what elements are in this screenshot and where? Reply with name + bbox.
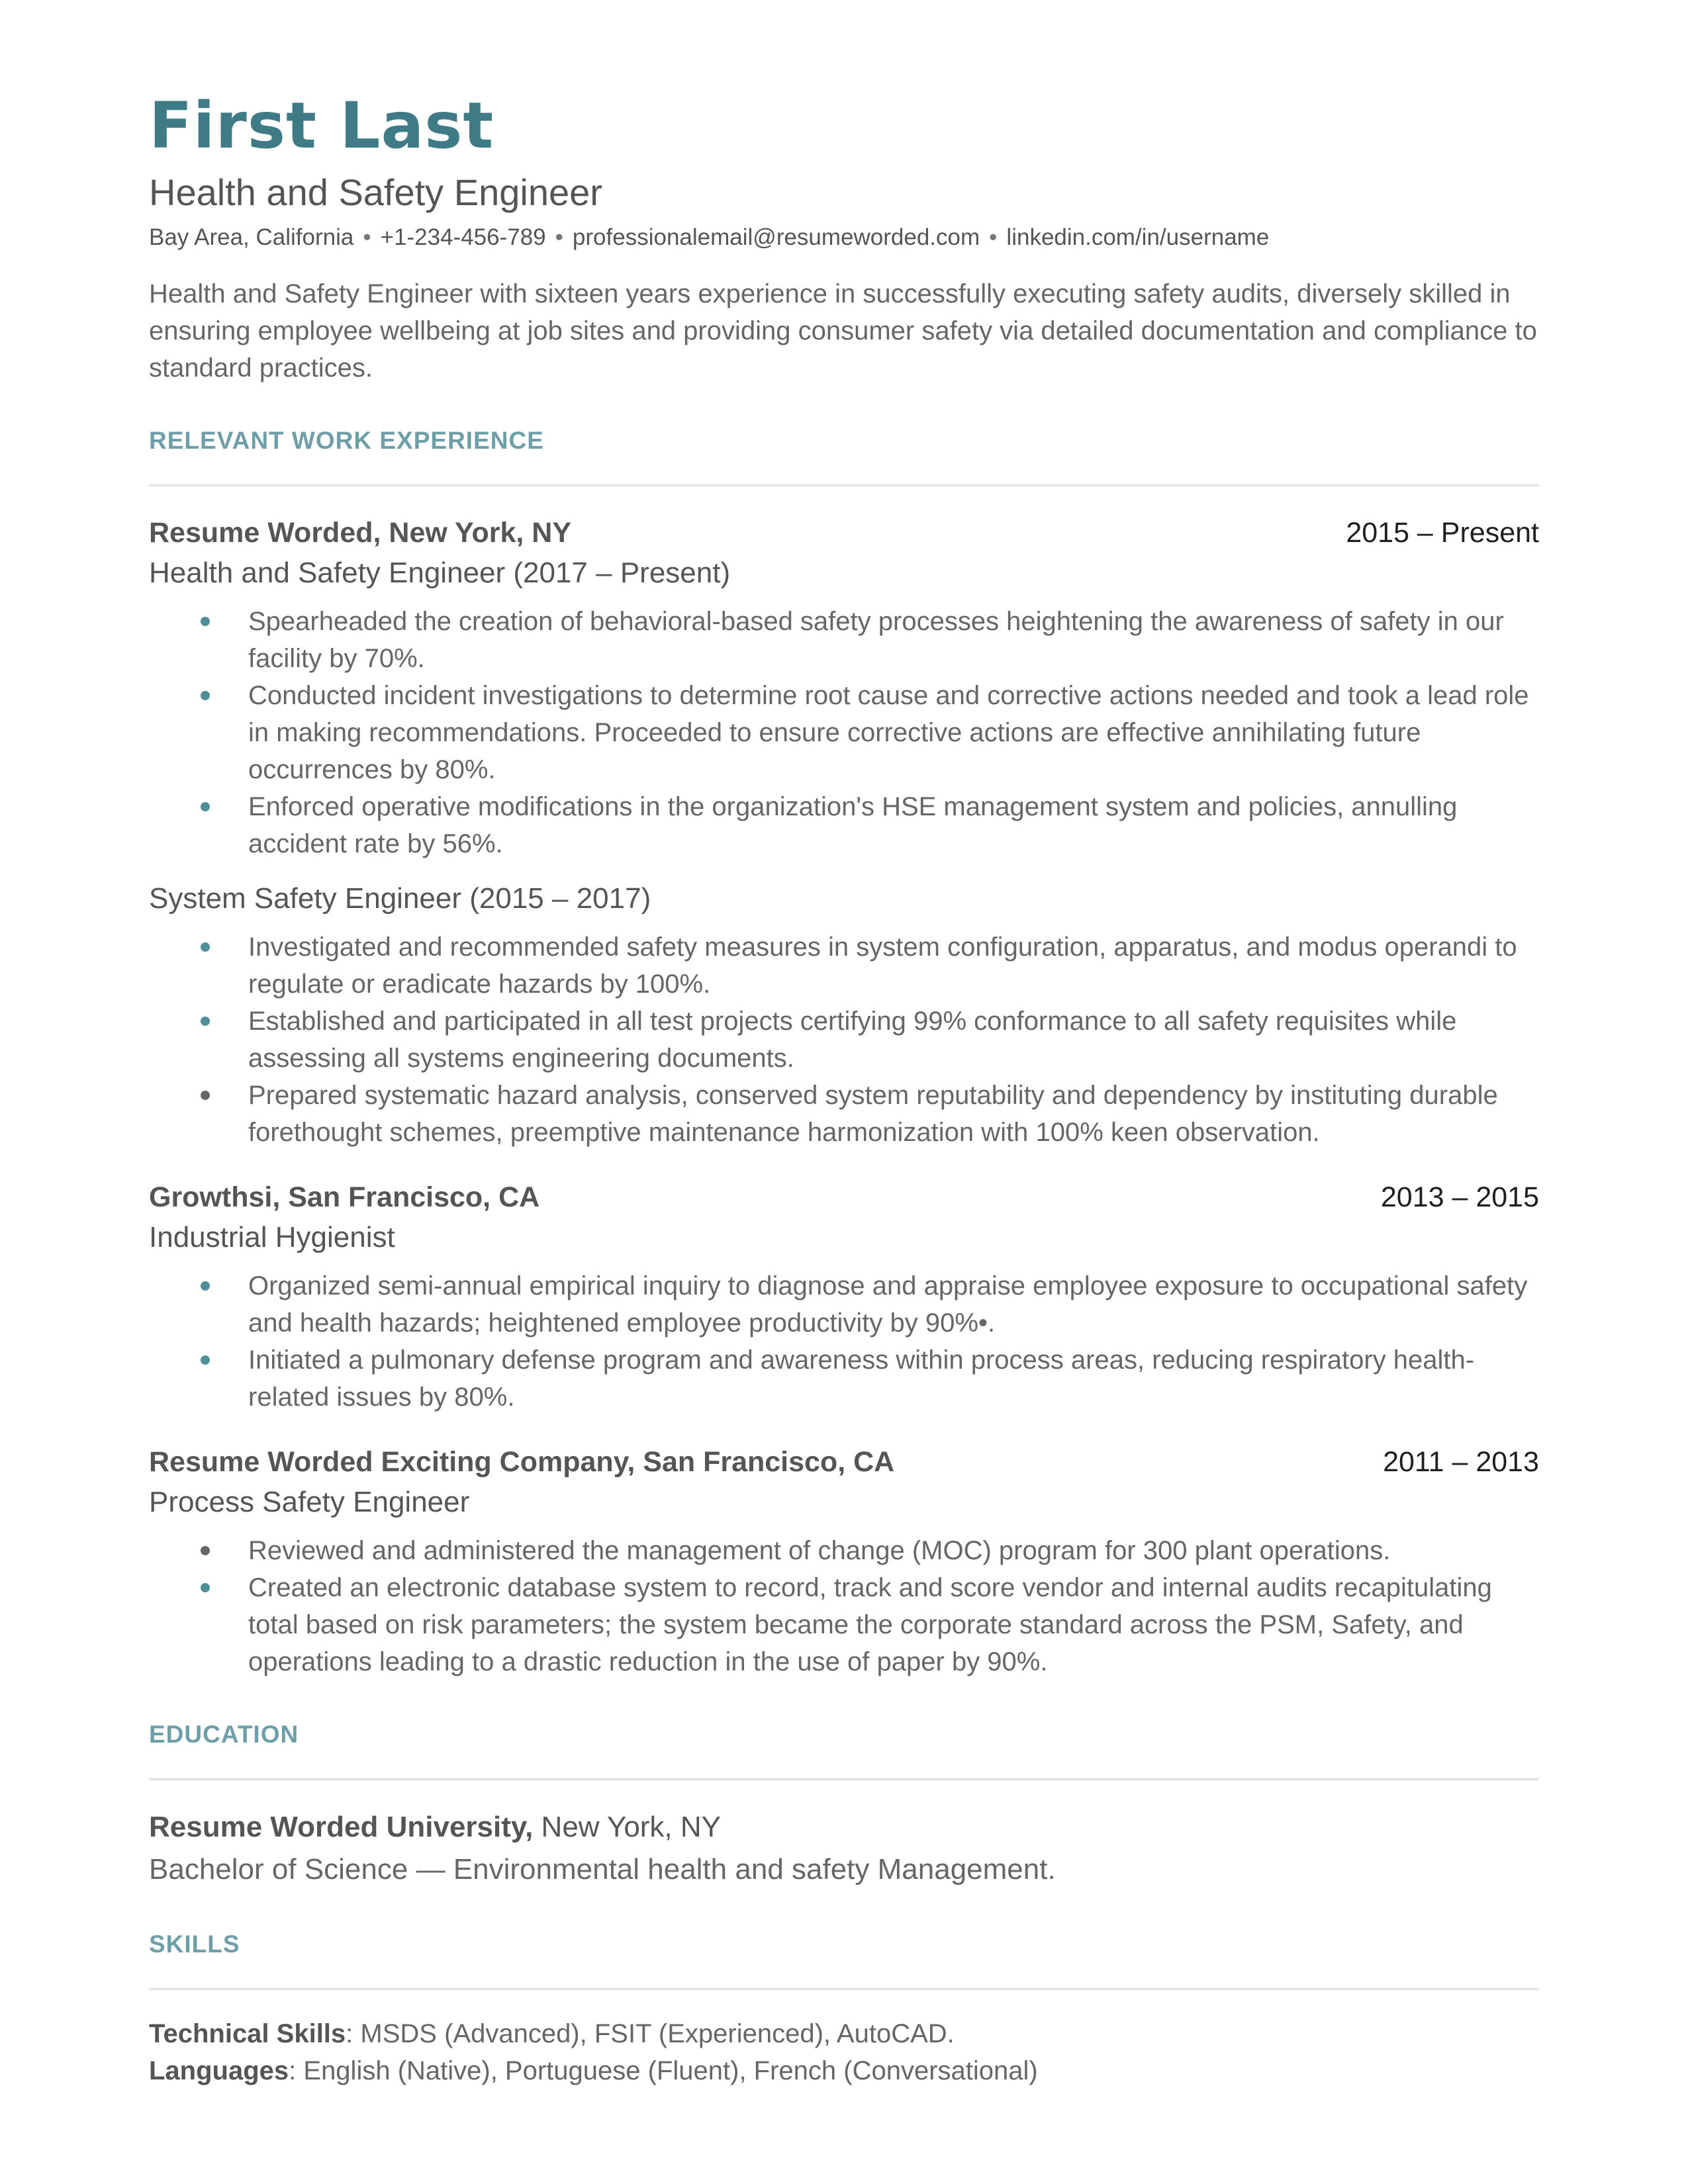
contact-location: Bay Area, California — [149, 224, 354, 250]
bullet-item — [149, 603, 1539, 677]
job-company: Resume Worded, New York, NY — [149, 517, 572, 549]
section-heading-education: EDUCATION — [149, 1721, 299, 1748]
bullet-item — [149, 788, 1539, 862]
job-entry — [149, 513, 1539, 1151]
job-header — [149, 1442, 1539, 1482]
bullet-item — [149, 929, 1539, 1003]
bullet-text: Created an electronic database system to record, track and score vendor and internal audits recapitulating total based on risk parameters; the system became the corporate standard across the PSM, Safety, and operations leading to a drastic reduction in the use of paper by 90%. — [248, 1573, 1492, 1676]
bullet-item — [149, 1003, 1539, 1077]
bullet-dot-icon — [201, 1091, 210, 1100]
job-entry — [149, 1177, 1539, 1416]
contact-separator: • — [363, 224, 371, 250]
job-company: Resume Worded Exciting Company, San Francisco, CA — [149, 1446, 895, 1478]
section-divider — [149, 1778, 1539, 1780]
bullet-text: Enforced operative modifications in the organization's HSE management system and policies, annulling accident rate by 56%. — [248, 792, 1458, 858]
bullet-item — [149, 1342, 1539, 1416]
bullet-dot-icon — [201, 691, 210, 700]
bullet-dot-icon — [201, 1281, 210, 1291]
skills-languages-label: Languages — [149, 2056, 289, 2085]
bullet-dot-icon — [201, 802, 210, 811]
skills-technical — [149, 2015, 1539, 2052]
skills-technical-value: : MSDS (Advanced), FSIT (Experienced), AutoCAD. — [346, 2019, 955, 2048]
bullet-dot-icon — [201, 1546, 210, 1555]
contact-linkedin: linkedin.com/in/username — [1006, 224, 1270, 250]
job-role: Industrial Hygienist — [149, 1221, 395, 1253]
bullet-list — [149, 1532, 1539, 1680]
skills-languages-value: : English (Native), Portuguese (Fluent), French (Conversational) — [289, 2056, 1038, 2085]
resume-page — [149, 86, 1539, 2089]
bullet-dot-icon — [201, 1583, 210, 1592]
job-dates: 2011 – 2013 — [1383, 1446, 1539, 1478]
job-role: Process Safety Engineer — [149, 1486, 470, 1518]
section-divider — [149, 484, 1539, 486]
job-header — [149, 1177, 1539, 1217]
contact-line — [149, 221, 1539, 254]
candidate-name: First Last — [149, 89, 494, 163]
section-heading-skills: SKILLS — [149, 1931, 240, 1958]
bullet-text: Conducted incident investigations to determine root cause and corrective actions needed and took a lead role in making recommendations. Proceeded to ensure corrective actions are effective annihilating future occurrences by 80%. — [248, 681, 1529, 784]
bullet-text: Spearheaded the creation of behavioral-based safety processes heightening the awareness of safety in our facility by 70%. — [248, 607, 1504, 673]
contact-separator: • — [989, 224, 998, 250]
education-school: Resume Worded University, — [149, 1811, 534, 1843]
skills-technical-label: Technical Skills — [149, 2019, 346, 2048]
job-role: System Safety Engineer (2015 – 2017) — [149, 882, 651, 915]
bullet-list — [149, 1267, 1539, 1416]
job-company: Growthsi, San Francisco, CA — [149, 1181, 540, 1213]
job-dates: 2013 – 2015 — [1380, 1181, 1539, 1213]
bullet-text: Investigated and recommended safety measures in system configuration, apparatus, and modus operandi to regulate or eradicate hazards by 100%. — [248, 933, 1517, 999]
bullet-item — [149, 1569, 1539, 1680]
skills-languages — [149, 2052, 1539, 2089]
bullet-text: Established and participated in all test projects certifying 99% conformance to all safety requisites while assessing all systems engineering documents. — [248, 1007, 1457, 1073]
bullet-dot-icon — [201, 617, 210, 626]
education-entry — [149, 1807, 1539, 1848]
bullet-item — [149, 677, 1539, 788]
bullet-dot-icon — [201, 942, 210, 952]
bullet-item — [149, 1532, 1539, 1569]
contact-separator: • — [555, 224, 563, 250]
bullet-item — [149, 1267, 1539, 1342]
contact-phone: +1-234-456-789 — [380, 224, 546, 250]
job-dates: 2015 – Present — [1346, 517, 1539, 549]
education-degree: Bachelor of Science — Environmental health and safety Management. — [149, 1853, 1056, 1886]
bullet-list — [149, 603, 1539, 862]
job-header — [149, 513, 1539, 553]
bullet-dot-icon — [201, 1017, 210, 1026]
contact-email: professionalemail@resumeworded.com — [572, 224, 980, 250]
candidate-title: Health and Safety Engineer — [149, 171, 602, 213]
bullet-list — [149, 929, 1539, 1151]
job-role: Health and Safety Engineer (2017 – Present) — [149, 557, 731, 589]
skills-block — [149, 2015, 1539, 2089]
bullet-dot-icon — [201, 1355, 210, 1365]
bullet-text: Organized semi-annual empirical inquiry to diagnose and appraise employee exposure to occupational safety and health hazards; heightened employee productivity by 90%•. — [248, 1271, 1528, 1338]
summary-paragraph: Health and Safety Engineer with sixteen years experience in successfully executing safety audits, diversely skilled in ensuring employee wellbeing at job sites and providing consumer safety via detailed documentation and compliance to standard practices. — [149, 279, 1537, 383]
section-heading-experience: RELEVANT WORK EXPERIENCE — [149, 427, 544, 454]
job-entry — [149, 1442, 1539, 1680]
bullet-text: Reviewed and administered the management of change (MOC) program for 300 plant operations. — [248, 1536, 1391, 1565]
bullet-item — [149, 1077, 1539, 1151]
bullet-text: Prepared systematic hazard analysis, conserved system reputability and dependency by instituting durable forethought schemes, preemptive maintenance harmonization with 100% keen observation. — [248, 1081, 1498, 1147]
section-divider — [149, 1988, 1539, 1990]
education-location: New York, NY — [533, 1811, 722, 1843]
bullet-text: Initiated a pulmonary defense program and awareness within process areas, reducing respiratory health-related issues by 80%. — [248, 1345, 1475, 1412]
